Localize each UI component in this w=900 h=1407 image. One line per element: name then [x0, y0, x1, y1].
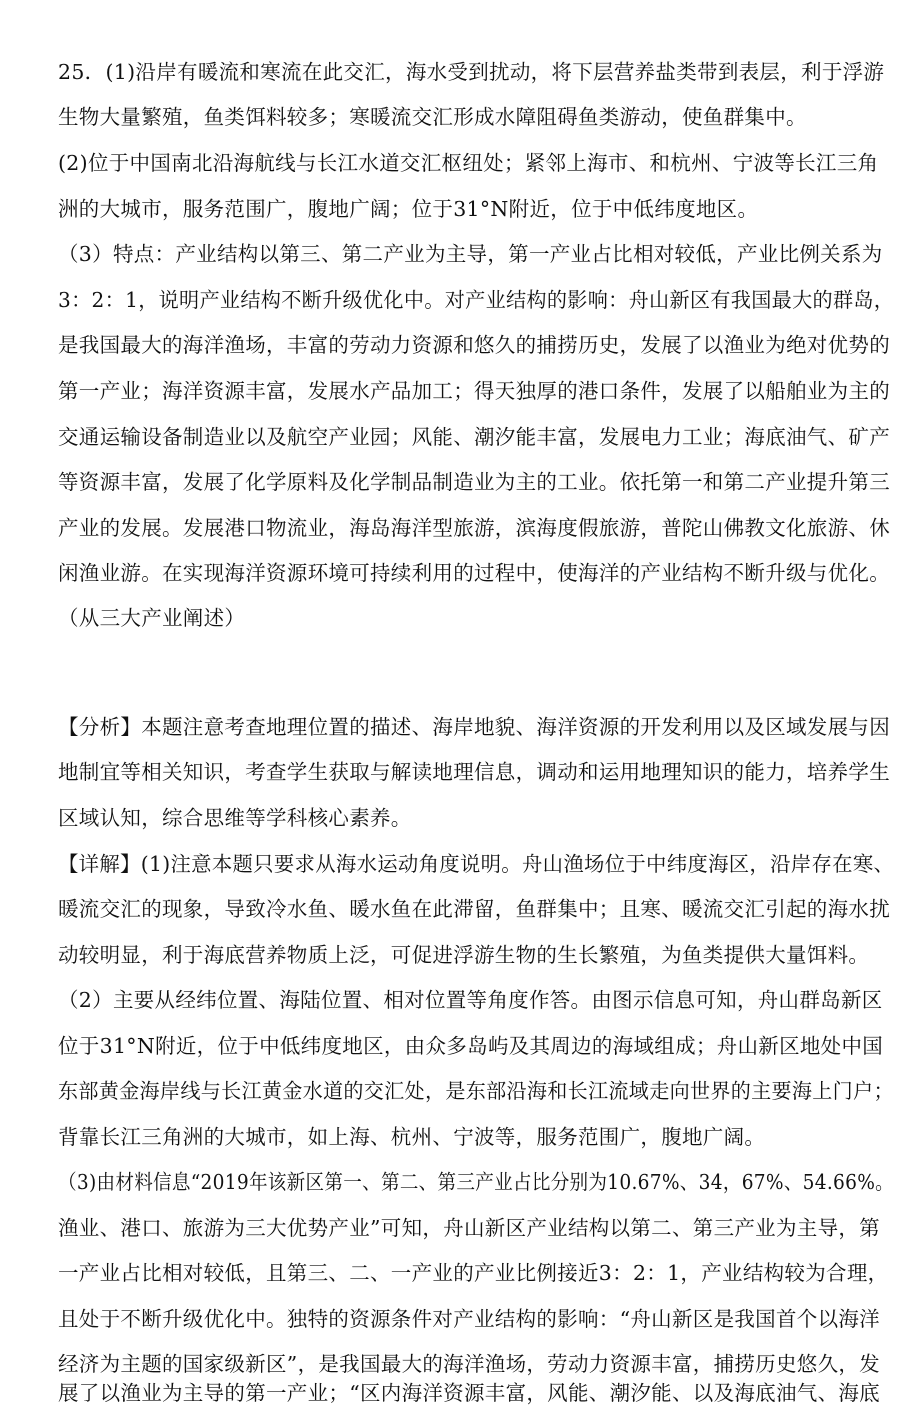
- detail-line: 【详解】(1)注意本题只要求从海水运动角度说明。舟山渔场位于中纬度海区，沿岸存在寒、: [58, 852, 895, 876]
- answer-line: 交通运输设备制造业以及航空产业园；风能、潮汐能丰富，发展电力工业；海底油气、矿产: [58, 425, 890, 449]
- answer-line: 第一产业；海洋资源丰富，发展水产品加工；得天独厚的港口条件，发展了以船舶业为主的: [58, 379, 890, 403]
- answer-line: 生物大量繁殖，鱼类饵料较多；寒暖流交汇形成水障阻碍鱼类游动，使鱼群集中。: [58, 105, 807, 129]
- analysis-line: 【分析】本题注意考查地理位置的描述、海岸地貌、海洋资源的开发利用以及区域发展与因: [58, 715, 890, 739]
- answer-line: （3）特点：产业结构以第三、第二产业为主导，第一产业占比相对较低，产业比例关系为: [58, 242, 883, 266]
- detail-line: 渔业、港口、旅游为三大优势产业”可知，舟山新区产业结构以第二、第三产业为主导，第: [58, 1216, 880, 1240]
- detail-line: 一产业占比相对较低，且第三、二、一产业的产业比例接近3：2：1，产业结构较为合理，: [58, 1261, 889, 1285]
- answer-line: 等资源丰富，发展了化学原料及化学制品制造业为主的工业。依托第一和第二产业提升第三: [58, 470, 890, 494]
- analysis-line: 区域认知，综合思维等学科核心素养。: [58, 806, 412, 830]
- analysis-line: 地制宜等相关知识，考查学生获取与解读地理信息，调动和运用地理知识的能力，培养学生: [58, 760, 890, 784]
- answer-line: 洲的大城市，服务范围广，腹地广阔；位于31°N附近，位于中低纬度地区。: [58, 197, 759, 221]
- detail-line: （2）主要从经纬位置、海陆位置、相对位置等角度作答。由图示信息可知，舟山群岛新区: [58, 988, 883, 1012]
- detail-line: 背靠长江三角洲的大城市，如上海、杭州、宁波等，服务范围广，腹地广阔。: [58, 1125, 766, 1149]
- answer-line: 25．(1)沿岸有暖流和寒流在此交汇，海水受到扰动，将下层营养盐类带到表层，利于浮游: [58, 60, 885, 84]
- detail-line: （3)由材料信息“2019年该新区第一、第二、第三产业占比分别为10.67%、34，67%、54.66%。: [58, 1170, 895, 1194]
- detail-line: 位于31°N附近，位于中低纬度地区，由众多岛屿及其周边的海域组成；舟山新区地处中国: [58, 1034, 884, 1058]
- answer-line: (2)位于中国南北沿海航线与长江水道交汇枢纽处；紧邻上海市、和杭州、宁波等长江三角: [58, 151, 879, 175]
- answer-line: 产业的发展。发展港口物流业，海岛海洋型旅游，滨海度假旅游，普陀山佛教文化旅游、休: [58, 516, 890, 540]
- detail-line: 展了以渔业为主导的第一产业；“区内海洋资源丰富，风能、潮汐能、以及海底油气、海底: [58, 1381, 880, 1405]
- answer-line: （从三大产业阐述）: [58, 606, 246, 630]
- answer-line: 是我国最大的海洋渔场，丰富的劳动力资源和悠久的捕捞历史，发展了以渔业为绝对优势的: [58, 333, 890, 357]
- detail-line: 且处于不断升级优化中。独特的资源条件对产业结构的影响：“舟山新区是我国首个以海洋: [58, 1307, 880, 1331]
- detail-line: 暖流交汇的现象，导致冷水鱼、暖水鱼在此滞留，鱼群集中；且寒、暖流交汇引起的海水扰: [58, 897, 890, 921]
- detail-line: 动较明显，利于海底营养物质上泛，可促进浮游生物的生长繁殖，为鱼类提供大量饵料。: [58, 943, 870, 967]
- detail-line: 经济为主题的国家级新区”，是我国最大的海洋渔场，劳动力资源丰富，捕捞历史悠久，发: [58, 1352, 880, 1376]
- detail-line: 东部黄金海岸线与长江黄金水道的交汇处，是东部沿海和长江流域走向世界的主要海上门户；: [58, 1079, 894, 1103]
- answer-line: 闲渔业游。在实现海洋资源环境可持续利用的过程中，使海洋的产业结构不断升级与优化。: [58, 561, 890, 585]
- answer-line: 3：2：1，说明产业结构不断升级优化中。对产业结构的影响：舟山新区有我国最大的群岛，: [58, 288, 895, 312]
